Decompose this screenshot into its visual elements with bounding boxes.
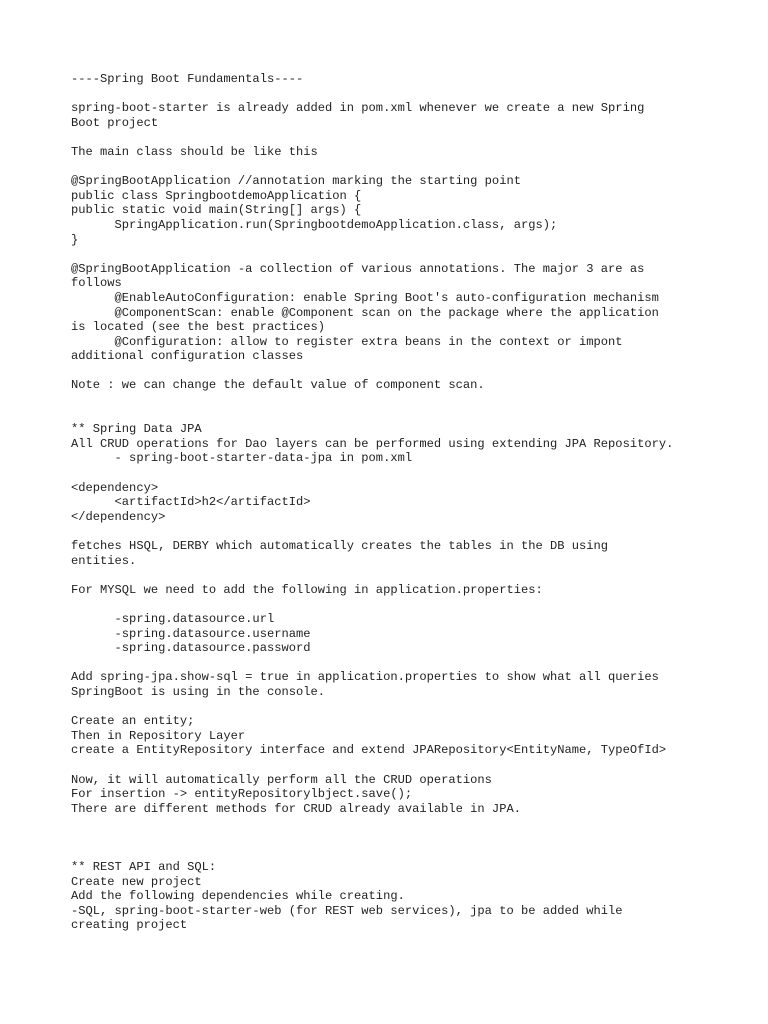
- text-line: [71, 758, 731, 773]
- text-line: For insertion -> entityRepositorylbject.save();: [71, 787, 413, 802]
- text-line: [71, 700, 731, 715]
- text-line: @SpringBootApplication //annotation marking the starting point: [71, 174, 521, 189]
- text-line: SpringBoot is using in the console.: [71, 684, 326, 699]
- text-line: [71, 408, 731, 423]
- document-body: [71, 72, 731, 933]
- text-line: [71, 87, 731, 102]
- text-line: [71, 816, 731, 831]
- text-line: Now, it will automatically perform all the CRUD operations: [71, 772, 492, 787]
- text-line: creating project: [71, 918, 188, 933]
- text-line: ** Spring Data JPA: [71, 422, 202, 437]
- text-line: -spring.datasource.username: [71, 626, 311, 641]
- text-line: ** REST API and SQL:: [71, 860, 217, 875]
- text-line: -spring.datasource.password: [71, 641, 311, 656]
- text-line: - spring-boot-starter-data-jpa in pom.xml: [71, 451, 413, 466]
- text-line: The main class should be like this: [71, 144, 318, 159]
- text-line: [71, 160, 731, 175]
- text-line: }: [71, 232, 79, 247]
- text-line: All CRUD operations for Dao layers can be performed using extending JPA Repository.: [71, 436, 674, 451]
- text-line: SpringApplication.run(SpringbootdemoApplication.class, args);: [71, 217, 558, 232]
- text-line: additional configuration classes: [71, 349, 304, 364]
- text-line: <dependency>: [71, 480, 159, 495]
- text-line: public static void main(String[] args) {: [71, 203, 362, 218]
- text-line: For MYSQL we need to add the following in application.properties:: [71, 582, 543, 597]
- text-line: follows: [71, 276, 122, 291]
- text-line: [71, 568, 731, 583]
- text-line: Add spring-jpa.show-sql = true in application.properties to show what all queries: [71, 670, 659, 685]
- text-line: [71, 466, 731, 481]
- text-line: Then in Repository Layer: [71, 728, 246, 743]
- text-line: [71, 393, 731, 408]
- text-line: [71, 364, 731, 379]
- text-line: @SpringBootApplication -a collection of various annotations. The major 3 are as: [71, 261, 645, 276]
- text-line: is located (see the best practices): [71, 320, 326, 335]
- text-line: -spring.datasource.url: [71, 611, 275, 626]
- text-line: @Configuration: allow to register extra beans in the context or impont: [71, 334, 623, 349]
- text-line: [71, 597, 731, 612]
- text-line: </dependency>: [71, 509, 166, 524]
- text-line: -SQL, spring-boot-starter-web (for REST web services), jpa to be added while: [71, 903, 623, 918]
- text-line: public class SpringbootdemoApplication {: [71, 188, 362, 203]
- text-line: entities.: [71, 553, 137, 568]
- text-line: fetches HSQL, DERBY which automatically creates the tables in the DB using: [71, 539, 609, 553]
- text-line: Add the following dependencies while creating.: [71, 889, 405, 904]
- text-line: [71, 524, 731, 539]
- text-line: [71, 656, 731, 671]
- text-line: [71, 845, 731, 860]
- text-line: [71, 130, 731, 145]
- text-line: There are different methods for CRUD already available in JPA.: [71, 801, 521, 816]
- text-line: spring-boot-starter is already added in pom.xml whenever we create a new Spring: [71, 101, 645, 116]
- text-line: Boot project: [71, 115, 159, 130]
- text-line: @EnableAutoConfiguration: enable Spring Boot's auto-configuration mechanism: [71, 290, 659, 305]
- text-line: create a EntityRepository interface and extend JPARepository<EntityName, TypeOfId>: [71, 743, 667, 758]
- text-line: Create new project: [71, 874, 202, 889]
- text-line: Create an entity;: [71, 714, 195, 729]
- text-line: [71, 831, 731, 846]
- text-line: [71, 247, 731, 262]
- text-line: <artifactId>h2</artifactId>: [71, 495, 311, 510]
- text-line: @ComponentScan: enable @Component scan on the package where the application: [71, 305, 659, 320]
- text-line: ----Spring Boot Fundamentals----: [71, 72, 304, 86]
- text-line: Note : we can change the default value of component scan.: [71, 378, 485, 393]
